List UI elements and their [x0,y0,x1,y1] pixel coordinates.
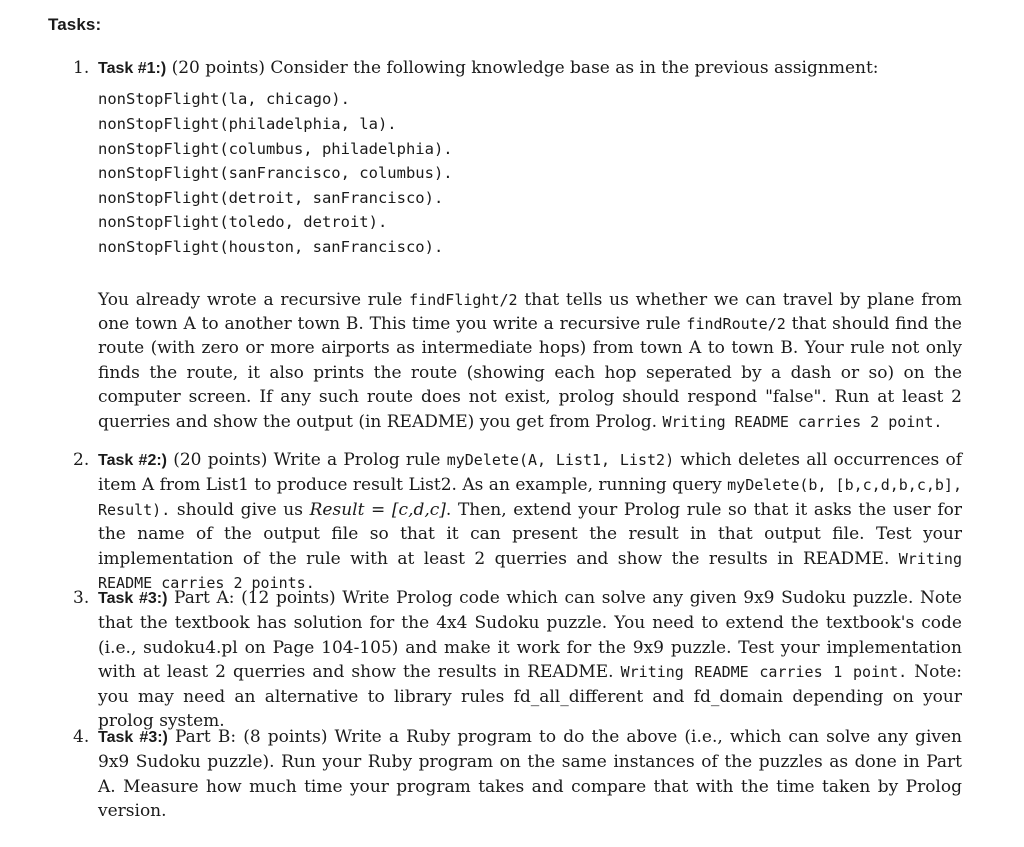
findflight-code: findFlight/2 [409,290,518,309]
task-1-number: 1. [73,58,90,78]
task-3-title: Task #3:) [98,590,168,607]
code-line: nonStopFlight(philadelphia, la). [98,115,397,133]
task-3-description [98,586,962,733]
task-1-intro-text: (20 points) Consider the following knowledge base as in the previous assignment: [166,58,879,78]
code-line: nonStopFlight(sanFrancisco, columbus). [98,164,453,183]
task-2-title: Task #2:) [98,452,167,469]
task-2-description [98,448,962,595]
task-2-text-d: . Then, extend your Prolog rule so that it asks the user for the name of the output file so that it can present the result in that output file. Test your implementation of the rule with at least 2 querries and show the results in README. [98,499,962,569]
knowledge-base-code [98,87,962,259]
task-4-number: 4. [73,727,90,747]
task-4-title: Task #3:) [98,729,168,746]
mydelete-signature-code: myDelete(A, List1, List2) [446,451,675,469]
task-3-readme-note: Writing README carries 1 point. [620,663,908,682]
task-2-text-a: (20 points) Write a Prolog rule [167,450,447,470]
code-line: nonStopFlight(toledo, detroit). [98,213,388,232]
task-2-number: 2. [73,450,90,470]
task-1-text-b: that tells us whether we can travel by plane from one town A to another town B. This time you write a recursive rule [98,289,962,334]
task-4-text-a: Part B: (8 points) Write a Ruby program to do the above (i.e., which can solve any given 9x9 Sudoku puzzle). Run your Ruby program on the same instances of the puzzles as done in Part A. Measure how much time your program takes and compare that with the time taken by Prolog version. [98,727,962,822]
task-2-text-c: should give us [170,499,310,520]
task-1 [73,56,962,434]
task-1-readme-note: Writing README carries 2 point. [662,412,943,431]
task-3-text-b: Note: you may need an alternative to library rules fd_all_different and fd_domain depending on your prolog system. [98,662,962,732]
task-3 [73,586,962,733]
task-1-title: Task #1:) [98,60,167,77]
task-2-readme-note: Writing README carries 2 points. [98,549,962,593]
task-1-description [98,288,962,434]
task-4 [73,725,962,824]
task-2 [73,448,963,595]
code-line: nonStopFlight(detroit, sanFrancisco). [98,188,444,207]
findroute-code: findRoute/2 [686,314,786,333]
result-expression: Result = [c,d,c] [309,499,446,520]
tasks-heading: Tasks: [48,15,102,34]
task-4-description [98,725,962,824]
code-line: nonStopFlight(houston, sanFrancisco). [98,237,444,256]
code-line: nonStopFlight(columbus, philadelphia). [98,139,453,158]
mydelete-query-code: myDelete(b, [b,c,d,b,c,b], Result). [98,476,962,519]
task-2-text-b: which deletes all occurrences of item A from List1 to produce result List2. As an example, running query [98,450,963,496]
task-1-text-c: that should find the route (with zero or more airports as intermediate hops) from town A to town B. Your rule not only finds the route, it also prints the route (showing each hop seperated by a dash or so) on the computer screen. If any such route does not exist, prolog should respond "false". Run at least 2 querries and show the output (in README) you get from Prolog. [98,313,962,432]
task-3-number: 3. [73,588,90,608]
task-1-text-a: You already wrote a recursive rule [98,289,410,310]
task-3-text-a: Part A: (12 points) Write Prolog code which can solve any given 9x9 Sudoku puzzle. Note that the textbook has solution for the 4x4 Sudoku puzzle. You need to extend the textbook's code (i.e., sudoku4.pl on Page 104-105) and make it work for the 9x9 puzzle. Test your implementation with at least 2 querries and show the results in README. [98,588,962,683]
task-1-intro [98,56,962,81]
code-line: nonStopFlight(la, chicago). [98,90,350,109]
